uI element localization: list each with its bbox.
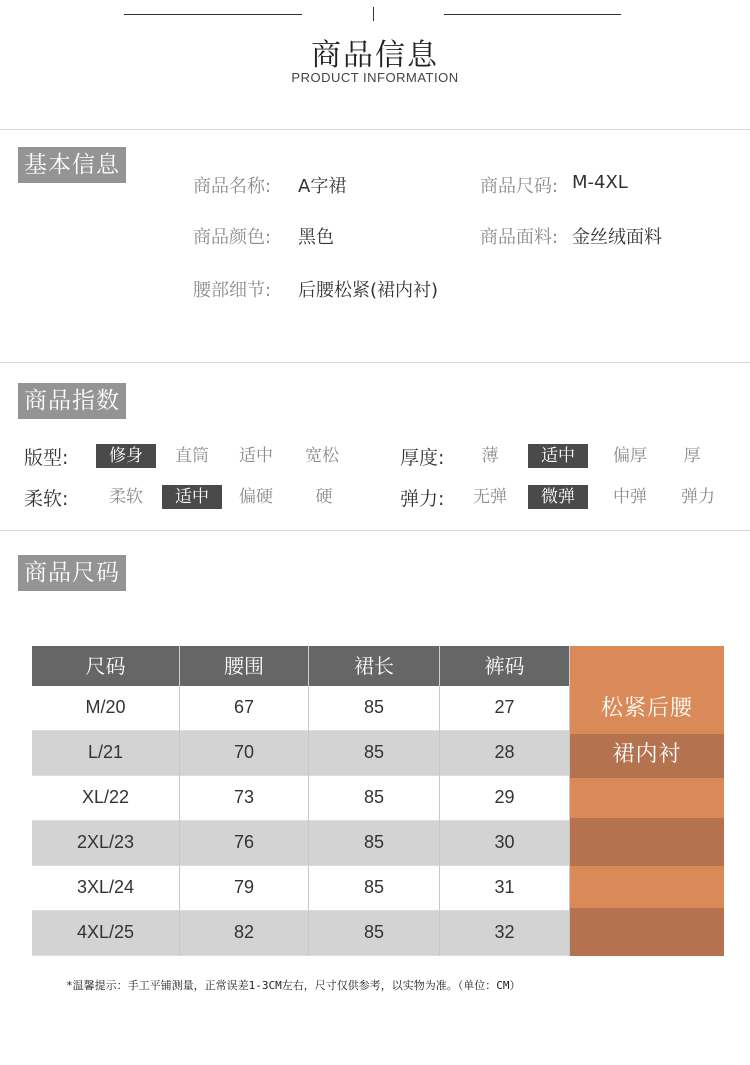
index-option-fit-straight: 直筒 bbox=[175, 446, 209, 466]
table-header-length: 裙长 bbox=[309, 646, 440, 686]
table-cell-length: 85 bbox=[309, 776, 440, 821]
info-label-size: 商品尺码: bbox=[480, 176, 559, 197]
index-label-thickness: 厚度: bbox=[400, 447, 445, 469]
table-row bbox=[32, 731, 570, 776]
table-row bbox=[32, 776, 570, 821]
table-cell-length: 85 bbox=[309, 686, 440, 731]
section-tag-indices: 商品指数 bbox=[18, 383, 126, 419]
table-cell-pants-size: 30 bbox=[440, 821, 570, 866]
divider bbox=[0, 362, 750, 363]
index-option-thickness-thin: 薄 bbox=[481, 446, 499, 466]
index-option-fit-medium: 适中 bbox=[239, 446, 273, 466]
table-row bbox=[32, 686, 570, 731]
index-option-fit-loose: 宽松 bbox=[305, 446, 339, 466]
info-value-name: A字裙 bbox=[298, 176, 347, 197]
index-option-elasticity-high: 弹力 bbox=[681, 487, 715, 507]
table-cell-pants-size: 28 bbox=[440, 731, 570, 776]
table-header-size: 尺码 bbox=[32, 646, 180, 686]
table-header-pants-size: 裤码 bbox=[440, 646, 570, 686]
side-block bbox=[570, 818, 724, 866]
index-option-fit-slim: 修身 bbox=[96, 444, 156, 468]
index-option-thickness-medium: 适中 bbox=[528, 444, 588, 468]
index-label-elasticity: 弹力: bbox=[400, 488, 445, 510]
table-cell-size: XL/22 bbox=[32, 776, 180, 821]
info-label-fabric: 商品面料: bbox=[480, 227, 559, 248]
table-cell-waist: 70 bbox=[180, 731, 309, 776]
side-note-waist: 松紧后腰 bbox=[570, 686, 724, 734]
index-option-thickness-thickish: 偏厚 bbox=[613, 446, 647, 466]
table-cell-size: 3XL/24 bbox=[32, 866, 180, 911]
table-cell-size: M/20 bbox=[32, 686, 180, 731]
side-block bbox=[570, 778, 724, 818]
table-row bbox=[32, 911, 570, 956]
index-option-elasticity-none: 无弹 bbox=[473, 487, 507, 507]
index-label-fit: 版型: bbox=[24, 447, 69, 469]
table-cell-waist: 76 bbox=[180, 821, 309, 866]
index-option-thickness-thick: 厚 bbox=[683, 446, 701, 466]
index-option-softness-hard: 硬 bbox=[315, 487, 333, 507]
side-block bbox=[570, 866, 724, 908]
table-header-waist: 腰围 bbox=[180, 646, 309, 686]
table-cell-pants-size: 29 bbox=[440, 776, 570, 821]
page-subtitle: PRODUCT INFORMATION bbox=[291, 70, 459, 85]
table-cell-length: 85 bbox=[309, 731, 440, 776]
index-option-softness-hardish: 偏硬 bbox=[239, 487, 273, 507]
index-option-elasticity-slight: 微弹 bbox=[528, 485, 588, 509]
header-line-right bbox=[444, 14, 621, 15]
section-tag-size: 商品尺码 bbox=[18, 555, 126, 591]
table-cell-size: 2XL/23 bbox=[32, 821, 180, 866]
table-cell-pants-size: 27 bbox=[440, 686, 570, 731]
info-value-fabric: 金丝绒面料 bbox=[572, 227, 662, 248]
table-cell-pants-size: 32 bbox=[440, 911, 570, 956]
table-cell-pants-size: 31 bbox=[440, 866, 570, 911]
header-tick bbox=[373, 7, 374, 21]
table-cell-size: 4XL/25 bbox=[32, 911, 180, 956]
side-header-block bbox=[570, 646, 724, 686]
table-row bbox=[32, 821, 570, 866]
table-cell-length: 85 bbox=[309, 911, 440, 956]
table-cell-waist: 73 bbox=[180, 776, 309, 821]
index-label-softness: 柔软: bbox=[24, 488, 69, 510]
info-label-color: 商品颜色: bbox=[193, 227, 272, 248]
info-value-waist: 后腰松紧(裙内衬) bbox=[298, 280, 439, 301]
index-option-elasticity-medium: 中弹 bbox=[613, 487, 647, 507]
table-row bbox=[32, 866, 570, 911]
table-cell-length: 85 bbox=[309, 866, 440, 911]
divider bbox=[0, 129, 750, 130]
section-tag-basic: 基本信息 bbox=[18, 147, 126, 183]
size-note: *温馨提示：手工平铺测量，正常误差1-3CM左右，尺寸仅供参考，以实物为准。（单位：CM） bbox=[66, 979, 521, 992]
info-value-color: 黑色 bbox=[298, 227, 334, 248]
header-line-left bbox=[124, 14, 302, 15]
table-cell-length: 85 bbox=[309, 821, 440, 866]
index-option-softness-medium: 适中 bbox=[162, 485, 222, 509]
info-value-size: M-4XL bbox=[572, 172, 628, 193]
divider bbox=[0, 530, 750, 531]
info-label-name: 商品名称: bbox=[193, 176, 272, 197]
side-block bbox=[570, 908, 724, 956]
table-cell-size: L/21 bbox=[32, 731, 180, 776]
table-cell-waist: 79 bbox=[180, 866, 309, 911]
info-label-waist: 腰部细节: bbox=[193, 280, 272, 301]
index-option-softness-soft: 柔软 bbox=[109, 487, 143, 507]
table-cell-waist: 67 bbox=[180, 686, 309, 731]
page-title: 商品信息 bbox=[311, 38, 439, 73]
side-note-lining: 裙内衬 bbox=[570, 734, 724, 778]
table-cell-waist: 82 bbox=[180, 911, 309, 956]
